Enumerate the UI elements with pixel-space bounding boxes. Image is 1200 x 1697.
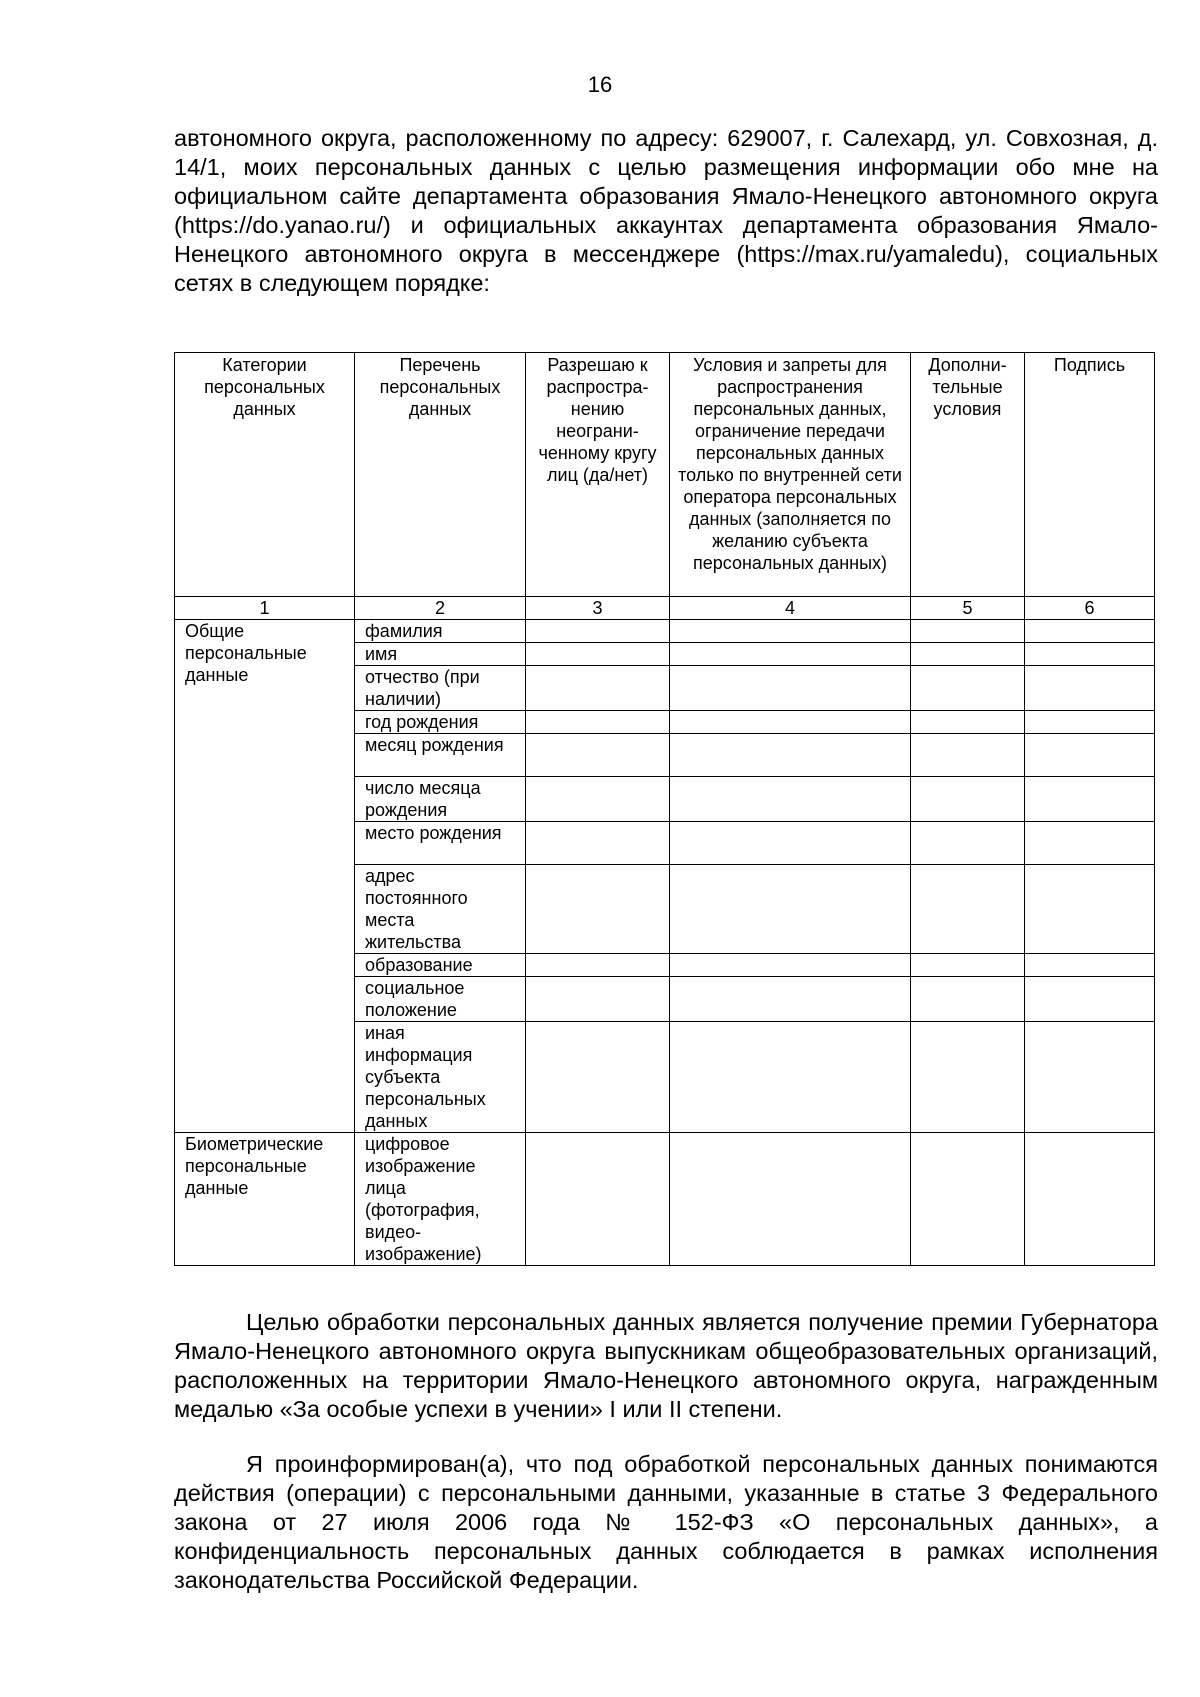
- data-item-cell: число месяца рождения: [355, 777, 526, 822]
- conditions-cell[interactable]: [670, 643, 911, 666]
- additional-conditions-cell[interactable]: [911, 711, 1025, 734]
- data-item-cell: отчество (при наличии): [355, 666, 526, 711]
- data-item-cell: образование: [355, 954, 526, 977]
- conditions-cell[interactable]: [670, 777, 911, 822]
- data-item-cell: год рождения: [355, 711, 526, 734]
- header-category: Категории персональных данных: [175, 353, 355, 597]
- conditions-cell[interactable]: [670, 620, 911, 643]
- category-cell: Биометрические персональные данные: [175, 1133, 355, 1266]
- permission-cell[interactable]: [526, 954, 670, 977]
- signature-cell[interactable]: [1025, 977, 1155, 1022]
- column-number: 6: [1025, 597, 1155, 620]
- signature-cell[interactable]: [1025, 620, 1155, 643]
- column-number: 4: [670, 597, 911, 620]
- permission-cell[interactable]: [526, 711, 670, 734]
- conditions-cell[interactable]: [670, 865, 911, 954]
- intro-paragraph: автономного округа, расположенному по адресу: 629007, г. Салехард, ул. Совхозная, д. 14/1, моих персональных данных с целью размещения информации обо мне на официальном сайте департамента образования Ямало-Ненецкого автономного округа (https://do.yanao.ru/) и официальных аккаунтах департамента образования Ямало-Ненецкого автономного округа в мессенджере (https://max.ru/yamaledu), социальных сетях в следующем порядке:: [174, 125, 1158, 296]
- signature-cell[interactable]: [1025, 1133, 1155, 1266]
- informed-paragraph: Я проинформирован(а), что под обработкой персональных данных понимаются действия (операции) с персональными данными, указанные в статье 3 Федерального закона от 27 июля 2006 года № 152-ФЗ «О персональных данных», а конфиденциальность персональных данных соблюдается в рамках исполнения законодательства Российской Федерации.: [174, 1451, 1158, 1593]
- additional-conditions-cell[interactable]: [911, 822, 1025, 865]
- additional-conditions-cell[interactable]: [911, 620, 1025, 643]
- permission-cell[interactable]: [526, 977, 670, 1022]
- signature-cell[interactable]: [1025, 1022, 1155, 1133]
- data-item-cell: месяц рождения: [355, 734, 526, 777]
- header-data-list: Перечень персональных данных: [355, 353, 526, 597]
- additional-conditions-cell[interactable]: [911, 865, 1025, 954]
- data-item-cell: адрес постоянного места жительства: [355, 865, 526, 954]
- column-numbers-row: [175, 597, 1155, 620]
- signature-cell[interactable]: [1025, 865, 1155, 954]
- signature-cell[interactable]: [1025, 777, 1155, 822]
- table-row: [175, 620, 1155, 643]
- column-number: 1: [175, 597, 355, 620]
- signature-cell[interactable]: [1025, 711, 1155, 734]
- data-item-cell: имя: [355, 643, 526, 666]
- table-header-row: [175, 353, 1155, 597]
- purpose-paragraph: Целью обработки персональных данных является получение премии Губернатора Ямало-Ненецкого автономного округа выпускникам общеобразовательных организаций, расположенных на территории Ямало-Ненецкого автономного округа, награжденным медалью «За особые успехи в учении» I или II степени.: [174, 1309, 1158, 1422]
- permission-cell[interactable]: [526, 777, 670, 822]
- additional-conditions-cell[interactable]: [911, 1133, 1025, 1266]
- additional-conditions-cell[interactable]: [911, 666, 1025, 711]
- column-number: 3: [526, 597, 670, 620]
- conditions-cell[interactable]: [670, 1022, 911, 1133]
- permission-cell[interactable]: [526, 666, 670, 711]
- additional-conditions-cell[interactable]: [911, 954, 1025, 977]
- permission-cell[interactable]: [526, 643, 670, 666]
- conditions-cell[interactable]: [670, 711, 911, 734]
- signature-cell[interactable]: [1025, 822, 1155, 865]
- data-item-cell: место рождения: [355, 822, 526, 865]
- additional-conditions-cell[interactable]: [911, 734, 1025, 777]
- data-item-cell: цифровое изображение лица (фотография, видеоизображение): [355, 1133, 526, 1266]
- personal-data-table: [174, 352, 1155, 1266]
- header-additional-conditions: Дополнительные условия: [911, 353, 1025, 597]
- permission-cell[interactable]: [526, 865, 670, 954]
- additional-conditions-cell[interactable]: [911, 1022, 1025, 1133]
- header-conditions: Условия и запреты для распространения персональных данных, ограничение передачи персональных данных только по внутренней сети оператора персональных данных (заполняется по желанию субъекта персональных данных): [670, 353, 911, 597]
- column-number: 5: [911, 597, 1025, 620]
- permission-cell[interactable]: [526, 620, 670, 643]
- page-number: 16: [587, 72, 613, 97]
- conditions-cell[interactable]: [670, 666, 911, 711]
- conditions-cell[interactable]: [670, 822, 911, 865]
- header-permission: Разрешаю к распространению неограниченному кругу лиц (да/нет): [526, 353, 670, 597]
- data-item-cell: социальное положение: [355, 977, 526, 1022]
- category-cell: Общие персональные данные: [175, 620, 355, 1133]
- column-number: 2: [355, 597, 526, 620]
- data-item-cell: иная информация субъекта персональных данных: [355, 1022, 526, 1133]
- additional-conditions-cell[interactable]: [911, 777, 1025, 822]
- conditions-cell[interactable]: [670, 954, 911, 977]
- signature-cell[interactable]: [1025, 643, 1155, 666]
- permission-cell[interactable]: [526, 1022, 670, 1133]
- permission-cell[interactable]: [526, 1133, 670, 1266]
- conditions-cell[interactable]: [670, 1133, 911, 1266]
- additional-conditions-cell[interactable]: [911, 643, 1025, 666]
- signature-cell[interactable]: [1025, 954, 1155, 977]
- permission-cell[interactable]: [526, 734, 670, 777]
- additional-conditions-cell[interactable]: [911, 977, 1025, 1022]
- table-row: [175, 1133, 1155, 1266]
- signature-cell[interactable]: [1025, 666, 1155, 711]
- header-signature: Подпись: [1025, 353, 1155, 597]
- conditions-cell[interactable]: [670, 977, 911, 1022]
- signature-cell[interactable]: [1025, 734, 1155, 777]
- permission-cell[interactable]: [526, 822, 670, 865]
- data-item-cell: фамилия: [355, 620, 526, 643]
- conditions-cell[interactable]: [670, 734, 911, 777]
